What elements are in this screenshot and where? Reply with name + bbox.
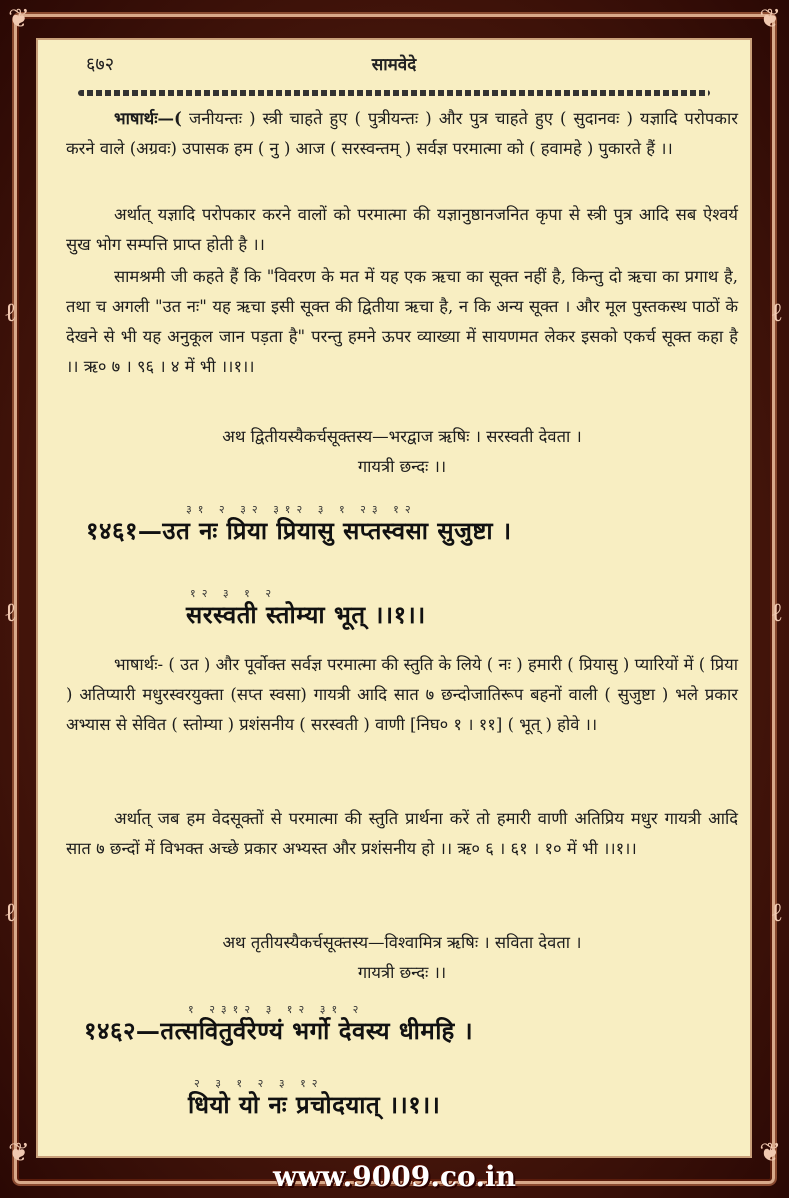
bhashartha-paragraph-1 [66, 104, 738, 164]
side-swirl-icon: ℓ [4, 298, 17, 328]
book-page [36, 38, 752, 1158]
corner-swirl-icon: ❦ [8, 1138, 30, 1168]
mantra-1462-line2: धियो यो नः प्रचोदयात् ।।१।। [188, 1090, 441, 1119]
accent-marks: १२ ३ १ २ [190, 587, 278, 600]
website-watermark: www.9009.co.in [273, 1160, 516, 1193]
corner-swirl-icon: ❦ [759, 4, 781, 34]
corner-swirl-icon: ❦ [8, 4, 30, 34]
side-swirl-icon: ℓ [770, 898, 783, 928]
header-rule [78, 90, 710, 96]
page-header [38, 50, 750, 78]
heading-third-line1: अथ तृतीयस्यैकर्चसूक्तस्य—विश्वामित्र ऋषिः । सविता देवता । [222, 933, 582, 952]
side-swirl-icon: ℓ [4, 598, 17, 628]
page-title: सामवेदे [371, 55, 417, 75]
bhashartha-paragraph-2: भाषार्थः- ( उत ) और पूर्वोक्त सर्वज्ञ परमात्मा की स्तुति के लिये ( नः ) हमारी ( प्रियासु ) प्यारियों में ( प्रिया ) अतिप्यारी मधुरस्वरयुक्ता (सप्त स्वसा) गायत्री आदि सात ७ छन्दोजातिरूप बहनों वाली ( सुजुष्टा ) भले प्रकार अभ्यास से सेवित ( स्तोम्या ) प्रशंसनीय ( सरस्वती ) वाणी [निघ० १ । ११] ( भूत् ) होवे ।। [66, 655, 738, 734]
accent-marks: १ २३१२ ३ १२ ३१ २ [188, 1003, 365, 1016]
mantra-1462-line1: १४६२—तत्सवितुर्वरेण्यं भर्गो देवस्य धीमहि । [84, 1016, 474, 1045]
page-number: ६७२ [86, 54, 115, 75]
accent-marks: २ ३ १ २ ३ १२ [194, 1077, 324, 1090]
heading-second-line2: गायत्री छन्दः ।। [357, 457, 447, 476]
accent-marks: ३१ २ ३२ ३१२ ३ १ २३ १२ [186, 503, 417, 516]
side-swirl-icon: ℓ [4, 898, 17, 928]
arthat-paragraph-1: अर्थात् यज्ञादि परोपकार करने वालों को परमात्मा की यज्ञानुष्ठानजनित कृपा से स्त्री पुत्र आदि सब ऐश्वर्य सुख भोग सम्पत्ति प्राप्त होती है ।। [66, 205, 738, 254]
samashrami-paragraph: सामश्रमी जी कहते हैं कि "विवरण के मत में यह एक ऋचा का सूक्त नहीं है, किन्तु दो ऋचा का प्रगाथ है, तथा च अगली "उत नः" यह ऋचा इसी सूक्त की द्वितीया ऋचा है, न कि अन्य सूक्त । और मूल पुस्तकस्थ पाठों के देखने से भी यह अनुकूल जान पड़ता है" परन्तु हमने ऊपर व्याख्या में सायणमत लेकर इसको एकर्च सूक्त कहा है ।। ऋ० ७ । ९६ । ४ में भी ।।१।। [66, 267, 738, 376]
corner-swirl-icon: ❦ [759, 1138, 781, 1168]
heading-second-sukta [66, 422, 738, 482]
side-swirl-icon: ℓ [770, 598, 783, 628]
heading-third-line2: गायत्री छन्दः ।। [357, 963, 447, 982]
side-swirl-icon: ℓ [770, 298, 783, 328]
mantra-1461-line1: १४६१—उत नः प्रिया प्रियासु सप्तस्वसा सुजुष्टा । [86, 516, 512, 545]
mantra-1461-line2: सरस्वती स्तोम्या भूत् ।।१।। [186, 600, 426, 629]
bhashartha-text: जनीयन्तः ) स्त्री चाहते हुए ( पुत्रीयन्तः ) और पुत्र चाहते हुए ( सुदानवः ) यज्ञादि परोपकार करने वाले (अग्रवः) उपासक हम ( नु ) आज ( सरस्वन्तम् ) सर्वज्ञ परमात्मा को ( हवामहे ) पुकारते हैं ।। [66, 109, 738, 158]
heading-second-line1: अथ द्वितीयस्यैकर्चसूक्तस्य—भरद्वाज ऋषिः । सरस्वती देवता । [222, 427, 582, 446]
heading-third-sukta [66, 928, 738, 988]
bhashartha-label: भाषार्थः—( [114, 109, 182, 128]
arthat-paragraph-2: अर्थात् जब हम वेदसूक्तों से परमात्मा की स्तुति प्रार्थना करें तो हमारी वाणी अतिप्रिय मधुर गायत्री आदि सात ७ छन्दों में विभक्त अच्छे प्रकार अभ्यस्त और प्रशंसनीय हो ।। ऋ० ६ । ६१ । १० में भी ।।१।। [66, 809, 738, 858]
